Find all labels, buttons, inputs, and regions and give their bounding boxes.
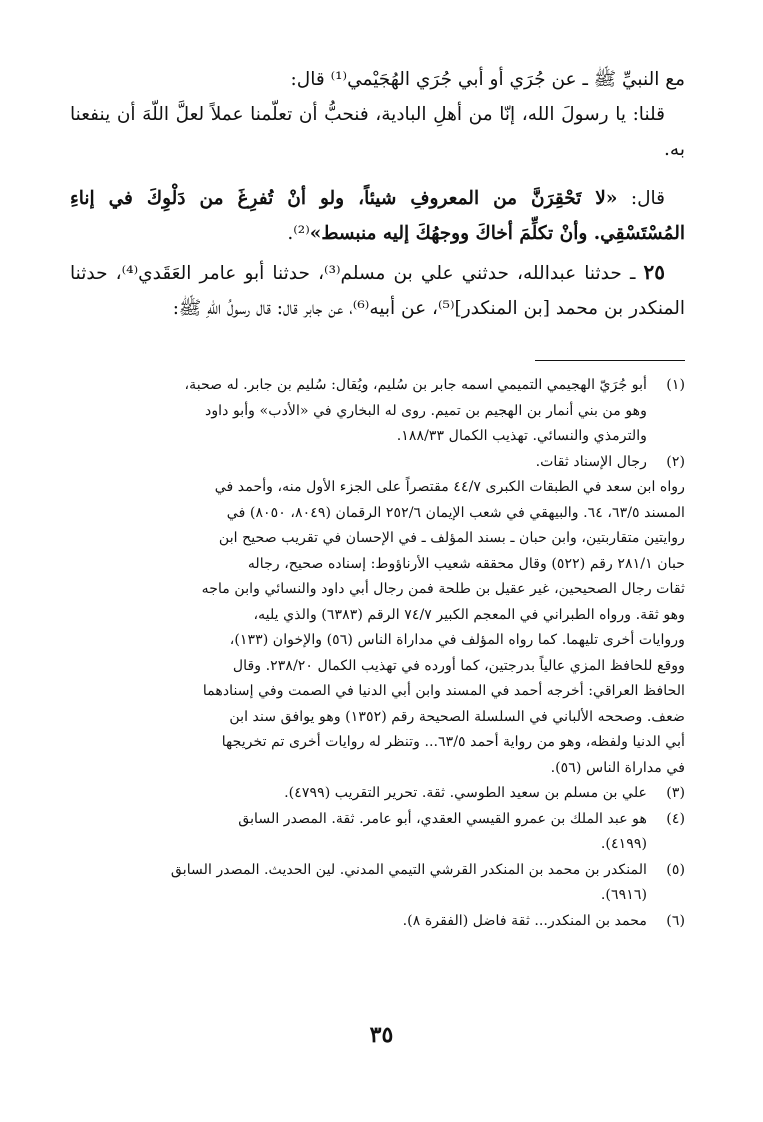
paragraph-3: [70, 181, 685, 251]
footnote-number: (٤): [666, 810, 685, 827]
footnote-line: المسند ٦٣/٥، ٦٤. والبيهقي في شعب الإيمان ٢٥٢/٦ الرقمان (٨٠٤٩، ٨٠٥٠) في: [226, 504, 685, 521]
footnote-2: [70, 450, 685, 476]
footnote-5: [70, 858, 685, 909]
footnote-number: (٥): [666, 861, 685, 878]
footnote-line: وروايات أخرى تليهما. كما رواه المؤلف في مداراة الناس (٥٦) والإخوان (١٣٣)،: [229, 632, 685, 648]
footnote-line: محمد بن المنكدر... ثقة فاضل (الفقرة ٨).: [402, 912, 647, 929]
footnote-6: [70, 909, 685, 935]
footnote-line: ووقع للحافظ المزي عالياً بدرجتين، كما أورده في تهذيب الكمال ٢٣٨/٢٠. وقال: [232, 657, 685, 674]
page-number: ٣٥: [369, 1022, 394, 1048]
footnote-line: (٦٩١٦).: [600, 887, 647, 903]
footnotes: [70, 373, 685, 934]
footnote-line: أبي الدنيا ولفظه، وهو من رواية أحمد ٦٣/٥... وتنظر له روايات أخرى تم تخريجها: [221, 734, 685, 750]
footnote-line: الحافظ العراقي: أخرجه أحمد في المسند وابن أبي الدنيا في الصمت وفي إسنادهما: [202, 683, 685, 699]
footnote-line: حبان ٢٨١/١ رقم (٥٢٢) وقال محققه شعيب الأرناؤوط: إسناده صحيح، رجاله: [247, 555, 685, 572]
footnote-2-detail: [70, 475, 685, 781]
main-text: [70, 62, 685, 326]
paragraph-4: [70, 255, 685, 326]
paragraph-1: مع النبيِّ ﷺ ـ عن جُرَي أو أبي جُرَي الهُجَيْمي⁽¹⁾ قال:: [290, 69, 685, 90]
footnote-line: (٤١٩٩).: [600, 836, 647, 852]
footnote-line: رواه ابن سعد في الطبقات الكبرى ٤٤/٧ مقتصراً على الجزء الأول منه، وأحمد في: [214, 479, 685, 495]
footnote-4: [70, 807, 685, 858]
footnote-number: (٣): [666, 785, 685, 801]
footnote-number: (٦): [666, 912, 685, 929]
footnote-line: في مداراة الناس (٥٦).: [550, 759, 685, 776]
footnote-line: أبو جُرَيّ الهجيمي التميمي اسمه جابر بن سُليم، ويُقال: سُليم بن جابر. له صحبة،: [184, 377, 647, 393]
footnote-3: [70, 781, 685, 807]
footnote-line: وهو ثقة. ورواه الطبراني في المعجم الكبير ٧٤/٧ الرقم (٦٣٨٣) والذي يليه،: [253, 606, 685, 623]
paragraph-2: قلنا: يا رسولَ الله، إنّا من أهلِ البادية، فنحبُّ أن تعلّمنا عملاً لعلَّ اللّهَ أن ينفعنا به.: [70, 104, 685, 160]
footnote-line: ضعف. وصححه الألباني في السلسلة الصحيحة رقم (١٣٥٢) وهو يوافق سند ابن: [229, 708, 685, 725]
quote-footnote-ref: ⁽²⁾.: [287, 223, 310, 244]
page-content: [70, 62, 685, 934]
footnote-line: روايتين متقاربتين، وابن حبان ـ بسند المؤلف ـ في الإحسان في تقريب صحيح ابن: [218, 530, 685, 546]
hadith-number: ٢٥: [643, 260, 665, 284]
footnote-1: [70, 373, 685, 450]
footnote-line: هو عبد الملك بن عمرو القيسي العقدي، أبو عامر. ثقة. المصدر السابق: [238, 810, 647, 827]
hadith-quote: «لا تَحْقِرَنَّ من المعروفِ شيئاً، ولو أنْ تُفرِغَ من دَلْوِكَ في إناءِ المُسْتَسْقِي. وأنْ تكلِّمَ أخاكَ ووجهُكَ إليه منبسط»: [70, 188, 685, 244]
isnad-text: ـ حدثنا عبدالله، حدثني علي بن مسلم⁽³⁾، حدثنا أبو عامر العَقَدي⁽⁴⁾، حدثنا المنكدر بن محمد [بن المنكدر]⁽⁵⁾، عن أبيه⁽⁶⁾، عن جابر قال: قال رسولُ اللّهِ ﷺ:: [70, 263, 685, 319]
footnote-number: (٢): [666, 453, 685, 470]
footnote-separator: [535, 360, 685, 361]
footnote-line: علي بن مسلم بن سعيد الطوسي. ثقة. تحرير التقريب (٤٧٩٩).: [284, 785, 647, 801]
footnote-line: وهو من بني أنمار بن الهجيم بن تميم. روى له البخاري في «الأدب» وأبو داود: [205, 402, 647, 419]
footnote-line: والترمذي والنسائي. تهذيب الكمال ١٨٨/٣٣.: [396, 428, 647, 444]
footnote-line: ثقات رجال الصحيحين، غير عقيل بن طلحة فمن رجال أبي داود والنسائي وابن ماجه: [201, 581, 685, 597]
quote-lead: قال:: [630, 188, 665, 209]
footnote-number: (١): [666, 377, 685, 393]
footnote-line: رجال الإسناد ثقات.: [535, 453, 647, 470]
footnote-line: المنكدر بن محمد بن المنكدر القرشي التيمي المدني. لين الحديث. المصدر السابق: [170, 861, 647, 878]
